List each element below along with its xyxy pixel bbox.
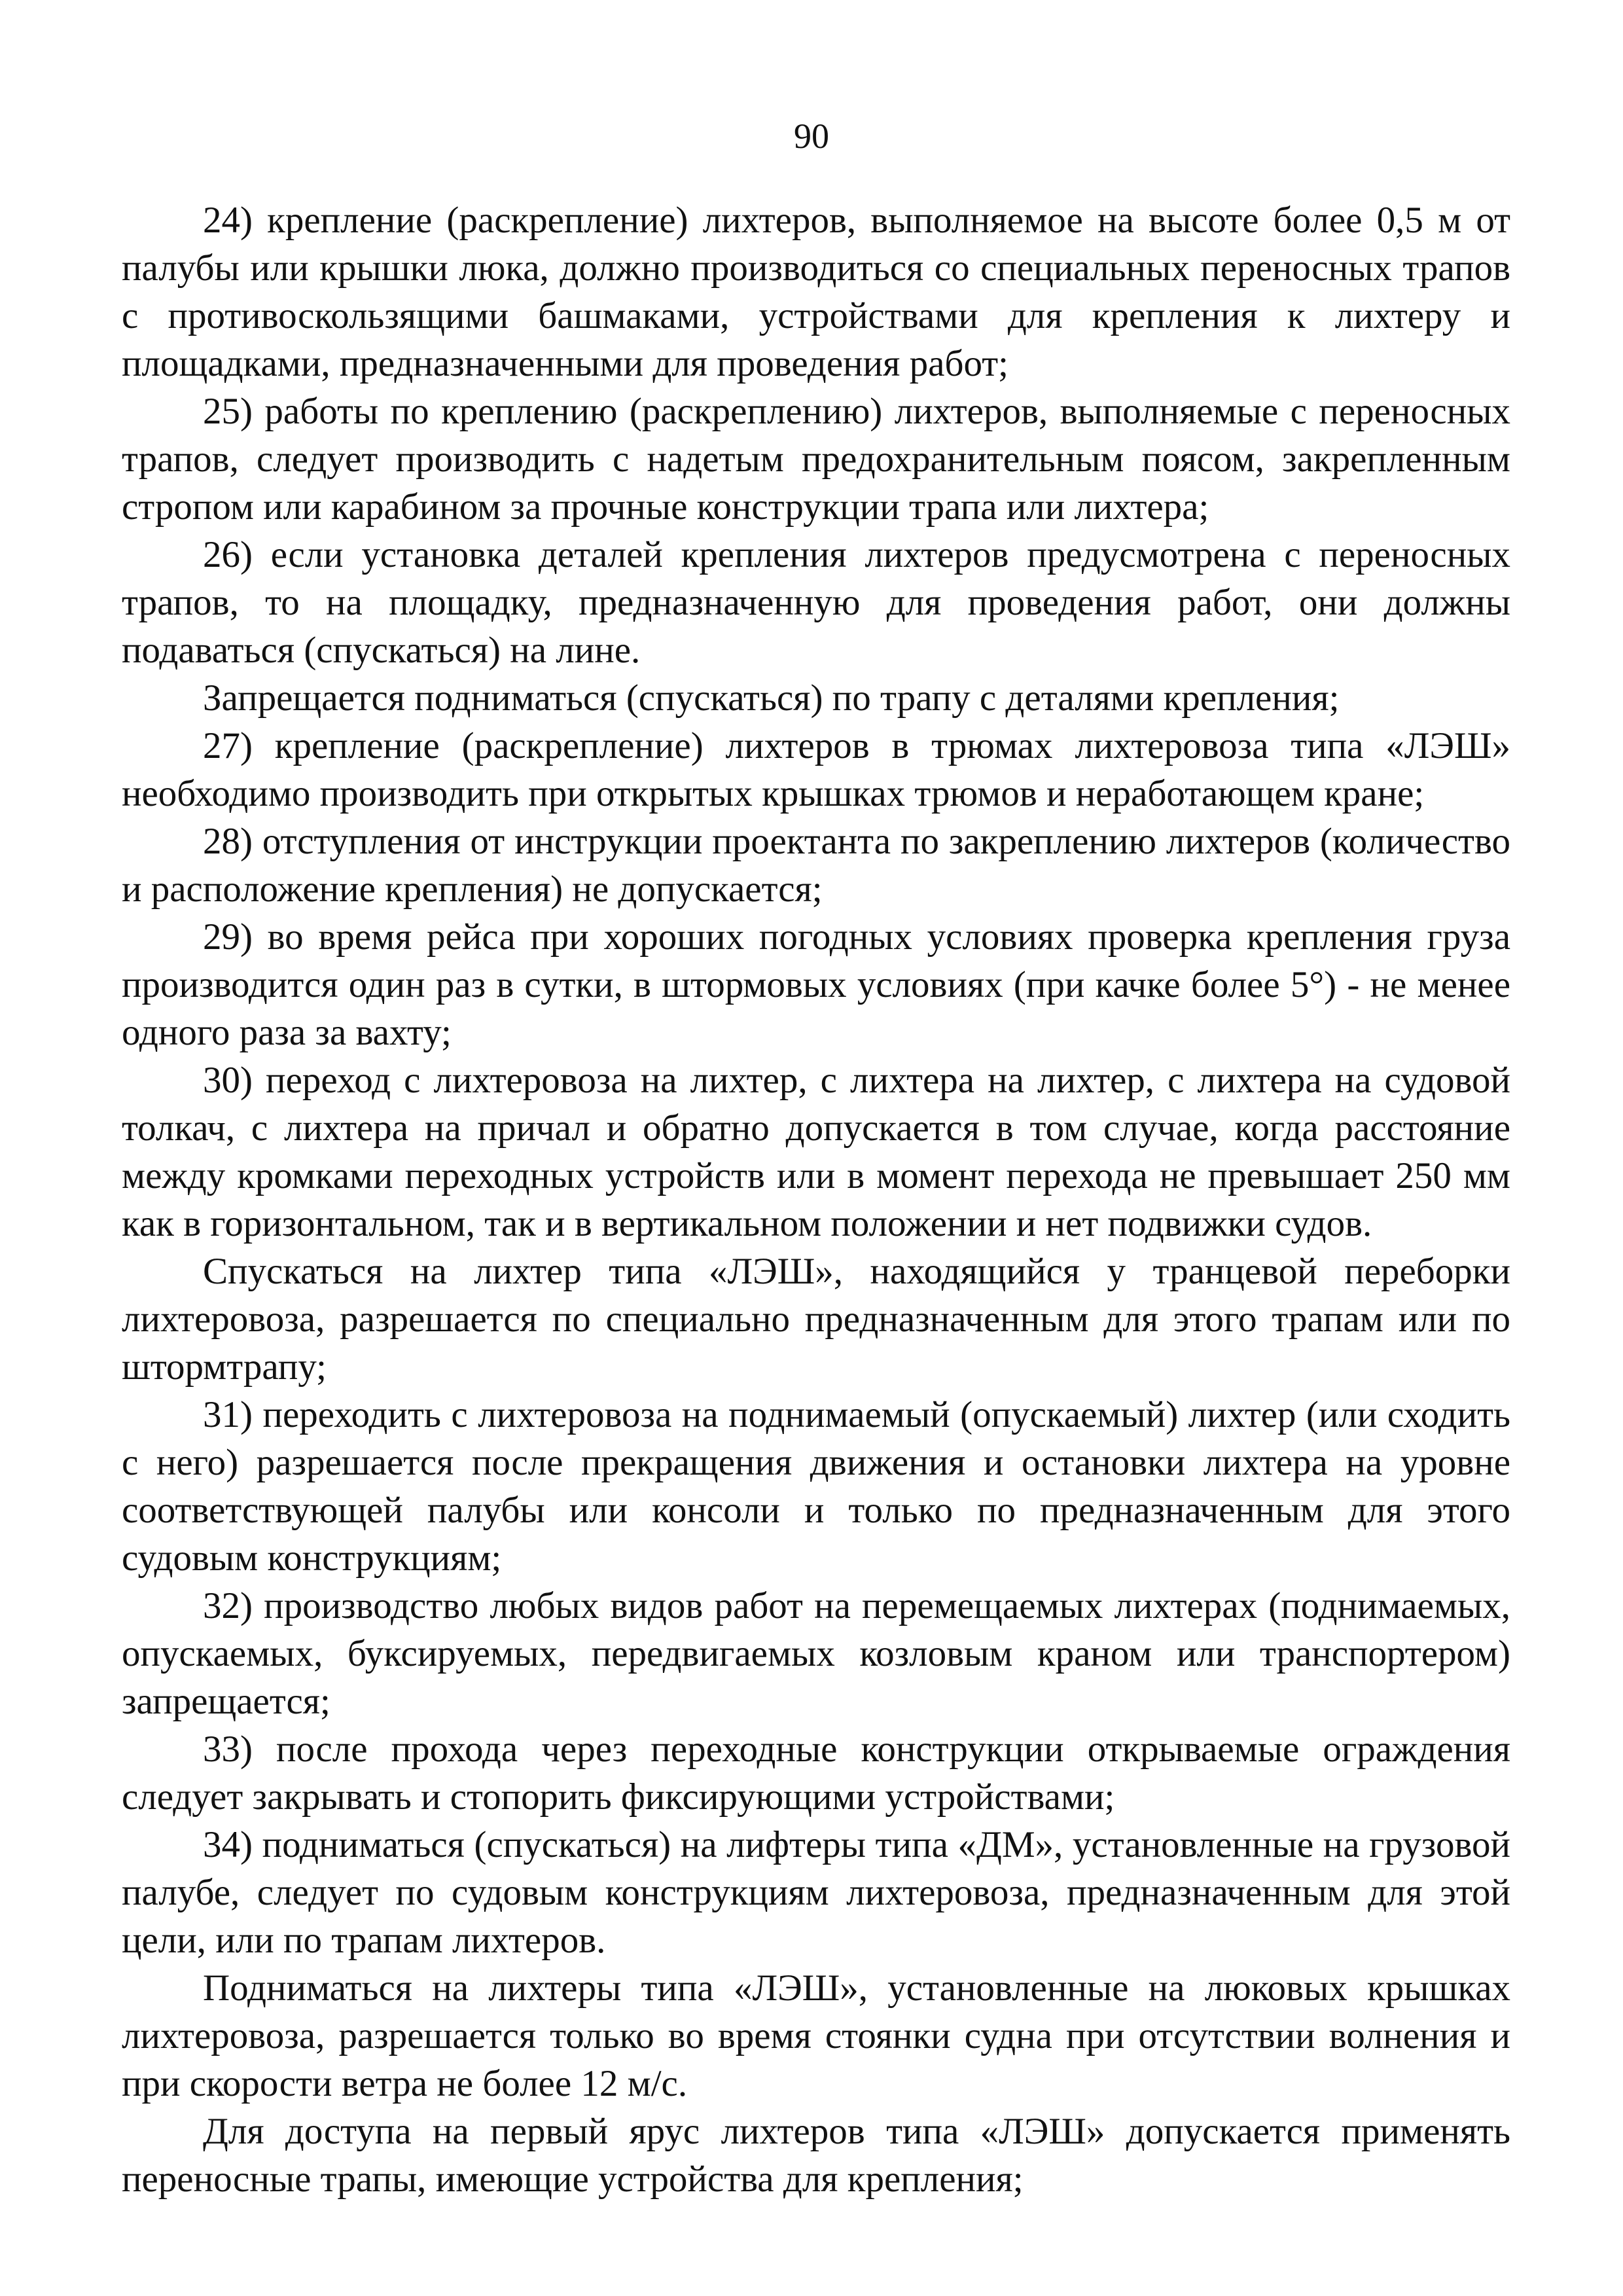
paragraph-24: 24) крепление (раскрепление) лихтеров, выполняемое на высоте более 0,5 м от палубы или крышки люка, должно производиться со специальных переносных трапов с противоскользящими башмаками, устройствами для крепления к лихтеру и площадками, предназначенными для проведения работ;: [122, 200, 1510, 384]
document-body: [122, 196, 1510, 2203]
paragraph-33: 33) после прохода через переходные конструкции открываемые ограждения следует закрывать и стопорить фиксирующими устройствами;: [122, 1729, 1510, 1818]
page-number: 90: [794, 117, 829, 156]
paragraph-26-note: Запрещается подниматься (спускаться) по трапу с деталями крепления;: [203, 677, 1340, 719]
paragraph-29: 29) во время рейса при хороших погодных условиях проверка крепления груза производится один раз в сутки, в штормовых условиях (при качке более 5°) - не менее одного раза за вахту;: [122, 916, 1510, 1053]
paragraph-25: 25) работы по креплению (раскреплению) лихтеров, выполняемые с переносных трапов, следует производить с надетым предохранительным поясом, закрепленным стропом или карабином за прочные конструкции трапа или лихтера;: [122, 391, 1510, 528]
paragraph-30: 30) переход с лихтеровоза на лихтер, с лихтера на лихтер, с лихтера на судовой толкач, с лихтера на причал и обратно допускается в том случае, когда расстояние между кромками переходных устройств или в момент перехода не превышает 250 мм как в горизонтальном, так и в вертикальном положении и нет подвижки судов.: [122, 1060, 1510, 1244]
paragraph-26: 26) если установка деталей крепления лихтеров предусмотрена с переносных трапов, то на площадку, предназначенную для проведения работ, они должны подаваться (спускаться) на лине.: [122, 534, 1510, 671]
paragraph-27: 27) крепление (раскрепление) лихтеров в трюмах лихтеровоза типа «ЛЭШ» необходимо производить при открытых крышках трюмов и неработающем кране;: [122, 725, 1510, 814]
paragraph-30-note: Спускаться на лихтер типа «ЛЭШ», находящийся у транцевой переборки лихтеровоза, разрешается по специально предназначенным для этого трапам или по штормтрапу;: [122, 1251, 1510, 1388]
paragraph-28: 28) отступления от инструкции проектанта по закреплению лихтеров (количество и расположение крепления) не допускается;: [122, 821, 1510, 910]
paragraph-34: 34) подниматься (спускаться) на лифтеры типа «ДМ», установленные на грузовой палубе, следует по судовым конструкциям лихтеровоза, предназначенным для этой цели, или по трапам лихтеров.: [122, 1824, 1510, 1961]
paragraph-34-note-1: Подниматься на лихтеры типа «ЛЭШ», установленные на люковых крышках лихтеровоза, разрешается только во время стоянки судна при отсутствии волнения и при скорости ветра не более 12 м/с.: [122, 1967, 1510, 2104]
paragraph-31: 31) переходить с лихтеровоза на поднимаемый (опускаемый) лихтер (или сходить с него) разрешается после прекращения движения и остановки лихтера на уровне соответствующей палубы или консоли и только по предназначенным для этого судовым конструкциям;: [122, 1394, 1510, 1579]
paragraph-32: 32) производство любых видов работ на перемещаемых лихтерах (поднимаемых, опускаемых, буксируемых, передвигаемых козловым краном или транспортером) запрещается;: [122, 1585, 1510, 1722]
paragraph-34-note-2: Для доступа на первый ярус лихтеров типа «ЛЭШ» допускается применять переносные трапы, имеющие устройства для крепления;: [122, 2111, 1510, 2200]
